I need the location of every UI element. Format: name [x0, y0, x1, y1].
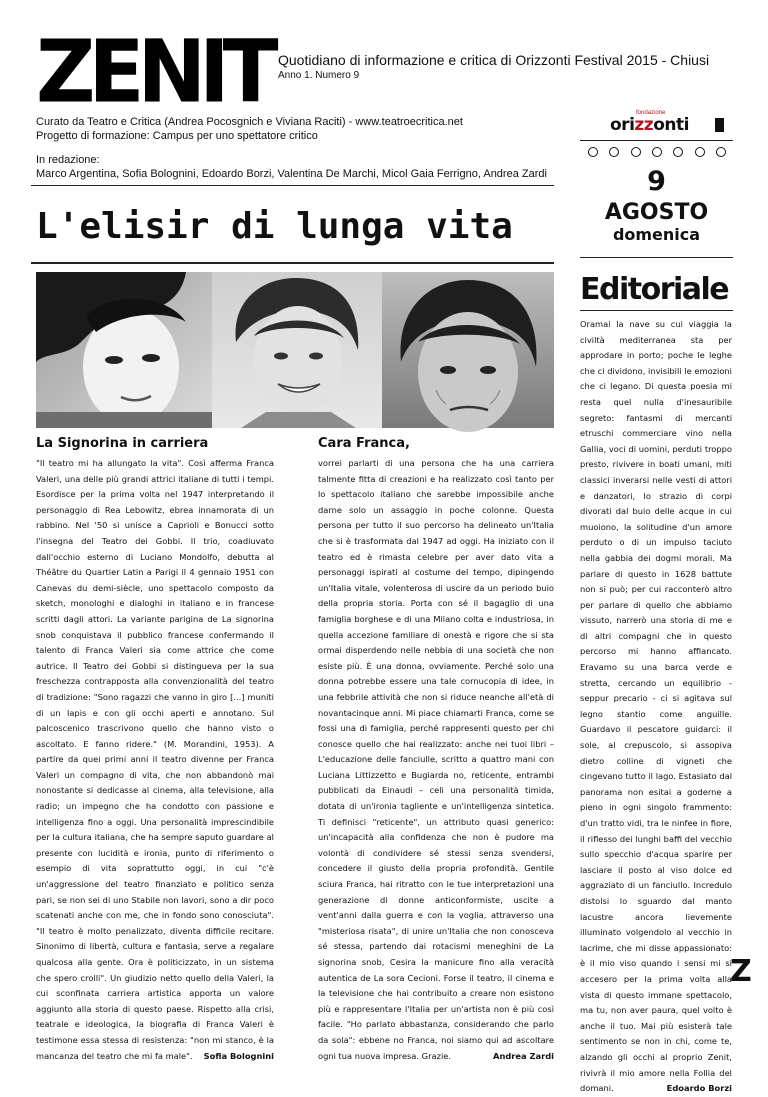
issue-number: Anno 1. Numero 9 — [278, 70, 360, 81]
calendar-ring-icon — [652, 147, 662, 157]
masthead-tagline: Quotidiano di informazione e critica di Orizzonti Festival 2015 - Chiusi — [278, 52, 710, 68]
editorial-signature: Edoardo Borzi — [666, 1083, 732, 1094]
portrait-smiling-photo — [212, 272, 382, 428]
orizzonti-logo-word — [610, 115, 689, 135]
calendar-month: AGOSTO — [604, 200, 709, 225]
calendar-ring-icon — [695, 147, 705, 157]
portrait-photo-strip — [36, 272, 554, 428]
curator-credit: Curato da Teatro e Critica (Andrea Pocosgnich e Viviana Raciti) - www.teatroecritica.net — [36, 116, 463, 128]
calendar-day: 9 — [647, 166, 666, 197]
article2-title: Cara Franca, — [318, 436, 410, 451]
article2-signature: Andrea Zardi — [493, 1050, 554, 1061]
article1-title: La Signorina in carriera — [36, 436, 209, 451]
portrait-photos — [36, 272, 554, 428]
calendar-ring-icon — [631, 147, 641, 157]
orizzonti-logo-suffix: onti — [653, 115, 689, 135]
orizzonti-logo-tag — [715, 118, 724, 132]
redazione-names: Marco Argentina, Sofia Bolognini, Edoardo Borzi, Valentina De Marchi, Micol Gaia Ferrigno, Andrea Zardi — [36, 168, 547, 180]
article1-body — [36, 456, 274, 1064]
editorial-divider — [580, 310, 733, 311]
redazione-label: In redazione: — [36, 154, 100, 166]
calendar-ring-icon — [673, 147, 683, 157]
calendar-rings — [588, 147, 726, 159]
editorial-heading: Editoriale — [580, 272, 729, 307]
article1-signature: Sofia Bolognini — [203, 1050, 274, 1061]
zenit-logo: ZENIT — [36, 22, 272, 123]
portrait-young-photo — [36, 272, 212, 428]
headline-divider — [31, 262, 554, 264]
article1-text: "Il teatro mi ha allungato la vita". Così afferma Franca Valeri, una delle più grandi attrici italiane di tutti i tempi. Esordisce per la prima volta nel 1947 interpretando il personaggio di Rea Lebowitz, ebrea innamorata di un rabbino. Nel '50 si unisce a Caprioli e Bonucci sotto l'insegna del Teatro dei Gobbi. Il trio, coadiuvato dall'occhio esterno di Luciano Mondolfo, debutta al Théâtre du Quartier Latin a Parigi il 4 gennaio 1951 con Canevas du demi-siècle, uno spettacolo composto da sketch, monologhi e dialoghi in italiano e in francese scritti dagli attori. La variante parigina de La signorina snob conquistava il pubblico francese confermando il talento di Franca Valeri sia come attrice che come autrice. Il Teatro dei Gobbi si distingueva per la sua freschezza contrapposta alla convenzionalità del teatro di tradizione: "Sono ragazzi che vanno in giro [...] muniti di un lapis e con gli occhi aperti e annotano. Sul palcoscenico trascrivono quello che hanno visto o ascoltato. E fanno ridere." (M. Morandini, 1953). A partire da quei primi anni il teatro divenne per Franca Valeri un compagno di vita, che non abbandonò mai nonostante si dedicasse al cinema, alla televisione, alla radio; un impegno che ha condotto con passione e intelligenza fino a oggi. Una personalità imprescindibile per la cultura italiana, che ha sempre saputo guardare al presente con lucidità e ironia, punto di riferimento o esempio di vita soprattutto oggi, in cui "c'è un'aggressione del teatro finanziato e politico senza pari, se non sei di uno Stabile non lavori, sono a dir poco scatenati anche con me, che in fondo sono conosciuta". "Il teatro è molto penalizzato, diventa difficile recitare. Sinonimo di libertà, cultura e fantasia, serve a regalare qualcosa alla gente. Ora è politicizzato, in un sistema che spero crolli". Un giudizio netto quello della Valeri, la cui sconfinata carriera artistica apporta un valore aggiunto alla storia di questo paese. Rispetto alla crisi, teatrale e ideologica, la biografia di Franca Valeri è testimone essa stessa di resistenza: "non mi stanco, è la mancanza del teatro che mi fa male". — [36, 458, 274, 1061]
orizzonti-logo — [610, 110, 732, 136]
calendar-weekday: domenica — [612, 225, 701, 244]
calendar-ring-icon — [588, 147, 598, 157]
article2-body — [318, 456, 554, 1064]
editorial-body — [580, 317, 732, 1097]
portrait-elder-photo — [382, 272, 554, 432]
redazione-box — [31, 148, 554, 186]
orizzonti-logo-small-text: fondazione — [636, 110, 666, 116]
calendar-ring-icon — [609, 147, 619, 157]
orizzonti-logo-red: zz — [634, 115, 654, 135]
footer-zenit-mark: Z — [730, 954, 752, 989]
date-calendar — [580, 140, 733, 258]
project-credit: Progetto di formazione: Campus per uno spettatore critico — [36, 130, 318, 142]
calendar-ring-icon — [716, 147, 726, 157]
orizzonti-logo-prefix: ori — [610, 115, 635, 135]
editorial-text: Oramai la nave su cui viaggia la civiltà mediterranea sta per approdare in porto; poche le leghe che ci dividono, invisibili le emozioni che ci legano. Di questa poesia mi resta quel nulla d'inesauribile segreto: fantasmi di mercanti etruschi commerciare vino nella Gallia, voci di uomini, perduti troppo presto, rivivere in boati umani, miti classici inverarsi nelle vesti di attori e danzatori, lo strazio di corpi divorati dal buio delle acque in cui muoiono, la solitudine d'un amore perduto o di un impulso taciuto nella gabbia dei dogmi morali. Ma parlare di questo in 1628 battute non si può; per cui racconterò altro per parlare di quello che abbiamo vissuto, narrerò una storia di me e di altri compagni che in questo percorso mi hanno affiancato. Eravamo su una barca verde e stretta, cercando un equilibrio - seppur precario - ci si agitava sul legno stantio come anguille. Guardavo il pescatore guidarci: il sole, al crepuscolo, si assopiva dietro colline di vigneti che cingevano tutto il lago. Estasiato dal panorama non esitai a goderne a pieno in ogni singolo frammento: d'un tratto vidi, tra le ninfee in fiore, il riflesso dei lunghi baffi del vecchio sullo specchio d'acqua sparire per lasciare il posto al viso dolce ed aggraziato di un fanciullo. Incredulo distolsi lo sguardo dal manto lacustre ancora lievemente illuminato volgendolo al vecchio in lacrime, che mi disse appassionato: è il mio viso quando i sensi mi si accesero per la prima volta alla vista di questo immane spettacolo, ma tu, non aver paura, quel volto è anche il tuo. Mai più esisterà tale sentimento se non in chi, come te, alzando gli occhi al proprio Zenit, rivivrà il mio amore nella Follia del domani. — [580, 319, 732, 1094]
article2-text: vorrei parlarti di una persona che ha una carriera talmente fitta di creazioni e ha realizzato così tanto per lo spettacolo italiano che sarebbe impossibile anche darne solo un assaggio in poche colonne. Questa persona per tutto il suo percorso ha delineato un'Italia che si è trasformata dal 1947 ad oggi. Ha iniziato con il teatro ed è rimasta celebre per aver dato vita a personaggi ispirati al costume del tempo, dipingendo un'Italia vitale, volenterosa di uscire da un periodo buio della propria storia. Porta con sé il bagaglio di una famiglia borghese e di una Milano colta e industriosa, in quella accezione familiare di onestà e rigore che si sta ormai disperdendo nelle nebbia di una società che non esiste più. È una donna, ovviamente. Perché solo una donna potrebbe essere una tale cornucopia di idee, in una febbrile attività che non si riduce neanche all'età di novantacinque anni. Mi piace chiamarti Franca, come se fossi una di famiglia, perché rappresenti questo per chi conosce quello che hai realizzato: anche nei tuoi libri – L'educazione delle fanciulle, scritto a quattro mani con Luciana Littizzetto e Bugiarda no, reticente, entrambi pubblicati da Einaudi – celi una personalità timida, dotata di un'ironia tagliente e un'intelligenza sintetica. Ti definisci "reticente", un attributo quasi generico: un'incapacità alla confidenza che non è pudore ma volontà di condividere sé stessi senza svendersi, concedere il giusto della propria profondità. Gentile sciura Franca, hai ritratto con le tue interpretazioni una generazione di donne anticonformiste, uscite a vent'anni dalla guerra e con la voglia, attraverso una "misteriosa risata", di unire un'Italia che non conosceva sé stessa, partendo dai rotacismi meneghini de La signorina snob, Cesira la manicure fino alla veracità autentica de La sora Cecioni. Forse il teatro, il cinema e la televisione che hai contribuito a creare non esistono più e rappresentare l'Italia per un'artista non è più così facile. "Ho parlato abbastanza, considerando che parlo da sola": ebbene no Franca, noi siamo qui ad ascoltare ogni tua nuova impresa. Grazie. — [318, 458, 554, 1061]
page-headline: L'elisir di lunga vita — [36, 206, 513, 247]
